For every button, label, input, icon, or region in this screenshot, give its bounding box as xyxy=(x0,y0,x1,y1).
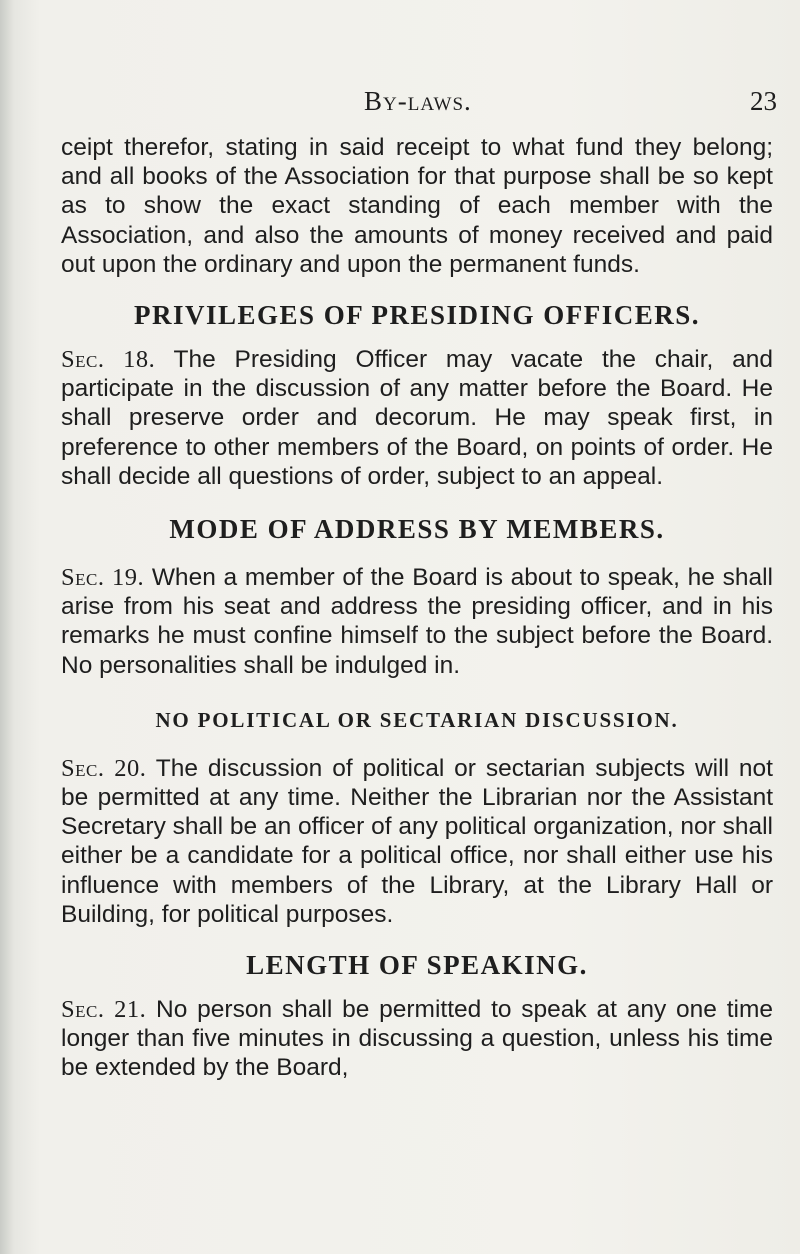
section-20-label: Sec. 20. xyxy=(61,754,147,782)
section-18-paragraph xyxy=(61,345,773,491)
section-18-text: The Presiding Officer may vacate the chair, and participate in the discussion of any matter before the Board. He shall preserve order and decorum. He may speak first, in preference to other members of the Board, on points of order. He shall decide all questions of order, subject to an appeal. xyxy=(61,346,773,490)
section-heading-presiding-officers: PRIVILEGES OF PRESIDING OFFICERS. xyxy=(133,300,701,331)
section-21-label: Sec. 21. xyxy=(61,996,147,1024)
section-21-paragraph xyxy=(61,995,773,1083)
section-19-paragraph xyxy=(61,563,773,680)
section-heading-mode-of-address: MODE OF ADDRESS BY MEMBERS. xyxy=(169,514,665,545)
section-19-text: When a member of the Board is about to speak, he shall arise from his seat and address the presiding officer, and in his remarks he must confine himself to the subject before the Board. No personalities shall be indulged in. xyxy=(61,564,773,679)
section-20-text: The discussion of political or sectarian subjects will not be permitted at any time. Neither the Librarian nor the Assistant Secretary shall be an officer of any political organization, nor shall either be a candidate for a political office, nor shall either use his influence with members of the Library, at the Library Hall or Building, for political purposes. xyxy=(61,754,773,928)
section-18-label: Sec. 18. xyxy=(61,346,156,374)
continuation-paragraph: ceipt therefor, stating in said receipt to what fund they belong; and all books of the Association for that purpose shall be so kept as to show the exact standing of each member with the Association, and also the amounts of money received and paid out upon the ordinary and upon the permanent funds. xyxy=(61,134,773,278)
running-title: By-laws. xyxy=(364,86,472,116)
section-19-label: Sec. 19. xyxy=(61,564,145,592)
page-number: 23 xyxy=(750,86,777,116)
running-head xyxy=(0,86,800,122)
section-heading-length-of-speaking: LENGTH OF SPEAKING. xyxy=(246,950,588,981)
section-21-text: No person shall be permitted to speak at any one time longer than five minutes in discussing a question, unless his time be extended by the Board, xyxy=(61,996,773,1082)
section-heading-no-political-discussion: NO POLITICAL OR SECTARIAN DISCUSSION. xyxy=(155,707,679,732)
section-20-paragraph xyxy=(61,754,773,929)
body-text xyxy=(61,133,773,1083)
